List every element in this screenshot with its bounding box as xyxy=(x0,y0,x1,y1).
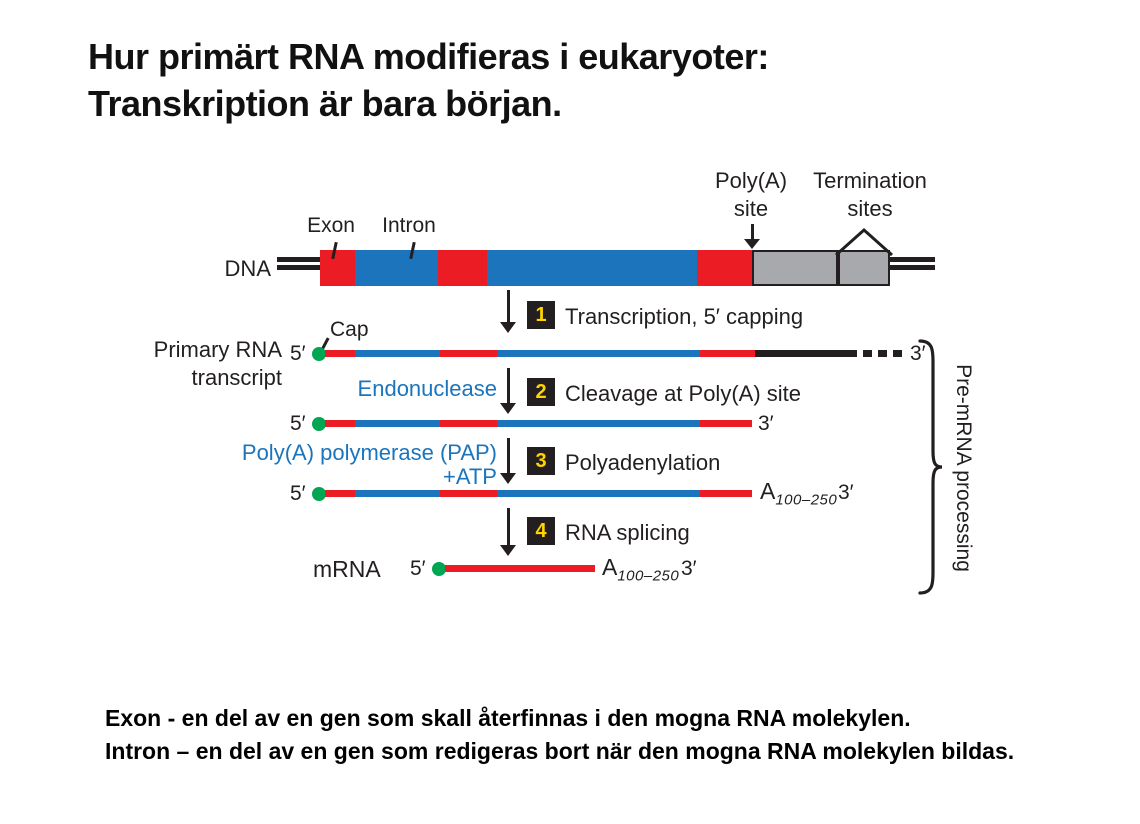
dna-label: DNA xyxy=(224,256,271,281)
step4-number-box xyxy=(527,517,555,545)
step3-number: 3 xyxy=(535,449,547,472)
mrna-3prime-label: 3′ xyxy=(681,557,697,580)
step3-label: Polyadenylation xyxy=(565,450,721,475)
polya-count: 100–250 xyxy=(775,491,838,509)
cleaved-cap-dot xyxy=(312,417,326,431)
cap-label: Cap xyxy=(330,318,369,341)
cleaved-3prime-label: 3′ xyxy=(758,412,774,435)
title-line-2: Transkription är bara början. xyxy=(88,82,562,124)
primary-transcript-label-line2: transcript xyxy=(191,364,282,390)
primary-transcript-strand-intron-segment xyxy=(497,350,700,357)
step4-label: RNA splicing xyxy=(565,520,690,545)
pap-label: Poly(A) polymerase (PAP) xyxy=(241,440,497,465)
step2-number: 2 xyxy=(535,380,547,403)
step1-arrow xyxy=(500,290,516,333)
polyadenylated-strand-exon-segment xyxy=(700,490,752,497)
polyadenylated-strand-exon-segment xyxy=(325,490,355,497)
cleaved-5prime-label: 5′ xyxy=(290,412,306,435)
cleaved-strand xyxy=(325,420,752,427)
step3-number-box xyxy=(527,447,555,475)
termination-sites-label-line1: Termination xyxy=(813,168,927,193)
step2-arrow xyxy=(500,368,516,414)
dna-left-double-line xyxy=(277,257,320,270)
mrna-5prime-label: 5′ xyxy=(410,557,426,580)
cleaved-strand-exon-segment xyxy=(440,420,497,427)
dna-bar-exon-segment xyxy=(697,250,752,286)
exon-definition: Exon - en del av en gen som skall återfinnas i den mogna RNA molekylen. xyxy=(105,705,911,731)
polyadenylated-5prime-label: 5′ xyxy=(290,482,306,505)
step1-number-box xyxy=(527,301,555,329)
step4-arrow xyxy=(500,508,516,556)
primary-transcript-label xyxy=(130,336,282,391)
step4-number: 4 xyxy=(535,519,547,542)
polya-site-label-line2: site xyxy=(733,196,769,221)
mrna-polya-count: 100–250 xyxy=(617,567,680,585)
atp-label: +ATP xyxy=(442,464,497,489)
page-title xyxy=(88,34,769,128)
definitions xyxy=(105,702,1014,769)
polyadenylated-3prime-label: 3′ xyxy=(838,481,854,504)
intron-definition: Intron – en del av en gen som redigeras bort när den mogna RNA molekylen bildas. xyxy=(105,738,1015,765)
termination-sites-pointer xyxy=(833,227,895,257)
dna-bar-gray-segment xyxy=(752,250,838,286)
polyadenylated-cap-dot xyxy=(312,487,326,501)
dna-bar-intron-segment xyxy=(355,250,438,286)
polya-site-label-line1: Poly(A) xyxy=(714,168,788,193)
primary-transcript-strand-exon-segment xyxy=(325,350,355,357)
primary-cap-dot xyxy=(312,347,326,361)
dna-bar-exon-segment xyxy=(320,250,355,286)
step2-number-box xyxy=(527,378,555,406)
step1-label: Transcription, 5′ capping xyxy=(565,304,804,329)
polya-a: A xyxy=(760,478,776,504)
polyadenylated-strand xyxy=(325,490,752,497)
mrna-cap-dot xyxy=(432,562,446,576)
polyadenylated-strand-intron-segment xyxy=(355,490,440,497)
primary-transcript-strand-black-segment xyxy=(755,350,848,357)
dna-right-double-line xyxy=(890,257,935,270)
primary-5prime-label: 5′ xyxy=(290,342,306,365)
polyadenylated-strand-exon-segment xyxy=(440,490,497,497)
mrna-strand xyxy=(445,565,595,572)
pre-mrna-processing-label: Pre-mRNA processing xyxy=(951,364,975,572)
intron-label: Intron xyxy=(382,214,436,237)
primary-3prime-label: 3′ xyxy=(910,342,926,365)
cleaved-strand-intron-segment xyxy=(497,420,700,427)
cleaved-strand-exon-segment xyxy=(325,420,355,427)
primary-transcript-strand-exon-segment xyxy=(440,350,497,357)
primary-transcript-strand xyxy=(325,350,905,357)
mrna-strand-exon-segment xyxy=(445,565,595,572)
mrna-polya-a: A xyxy=(602,554,618,580)
cleaved-strand-exon-segment xyxy=(700,420,752,427)
cleaved-strand-intron-segment xyxy=(355,420,440,427)
primary-transcript-strand-exon-segment xyxy=(700,350,755,357)
primary-transcript-strand-intron-segment xyxy=(355,350,440,357)
pre-mrna-processing-wrap xyxy=(850,364,1075,572)
title-line-1: Hur primärt RNA modifieras i eukaryoter: xyxy=(88,36,769,77)
dna-bar-intron-segment xyxy=(487,250,697,286)
mrna-label: mRNA xyxy=(313,556,381,582)
dna-bar xyxy=(320,250,890,286)
step1-number: 1 xyxy=(535,303,547,326)
polyadenylated-polya-tail xyxy=(760,478,837,509)
step2-label: Cleavage at Poly(A) site xyxy=(565,381,801,406)
mrna-polya-tail xyxy=(602,554,679,585)
endonuclease-label: Endonuclease xyxy=(357,376,497,401)
primary-transcript-label-line1: Primary RNA xyxy=(153,337,282,362)
termination-sites-label-line2: sites xyxy=(847,196,893,221)
dna-bar-exon-segment xyxy=(438,250,487,286)
polya-site-arrow xyxy=(744,224,760,249)
polyadenylated-strand-intron-segment xyxy=(497,490,700,497)
primary-transcript-strand-dashes-segment xyxy=(848,350,905,357)
exon-label: Exon xyxy=(307,214,355,237)
step3-arrow xyxy=(500,438,516,484)
